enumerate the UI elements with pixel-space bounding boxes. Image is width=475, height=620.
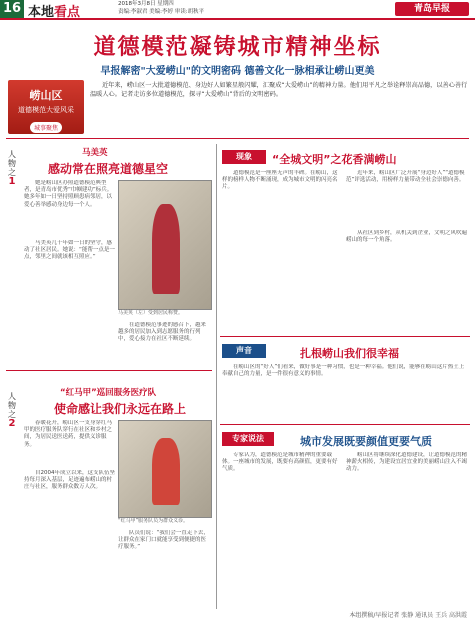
column1-title: “全城文明”之花香满崂山 — [272, 153, 397, 166]
column3-title: 城市发展既要颜值更要气质 — [300, 435, 432, 448]
section-highlight: 看点 — [54, 5, 81, 20]
article2-body2: 自2004年成立以来，这支队伍坚持每月深入基层，足迹遍布崂山的村庄与社区，服务群众数万人次。 — [24, 470, 115, 491]
divider — [6, 370, 212, 371]
article1-body1: 她是崂山区办照道德模范典型者，是青岛市优秀“巾帼建功”标兵。她多年如一日坚持照顾患病邻居，以爱心善举感动身边每一个人。 — [24, 180, 113, 208]
article1-body3: 在道德模范事迹的感召下，越来越多的居民加入到志愿服务的行列中，爱心接力在社区不断延续。 — [118, 322, 207, 343]
editors-line: 责编:李淑君 美编:李婷 审读:胡秋平 — [118, 8, 205, 15]
column3-tag: 专家说法 — [222, 432, 274, 446]
divider — [220, 424, 470, 425]
column2-title: 扎根崂山我们很幸福 — [300, 347, 399, 360]
article1-photo-caption: 马美英（左）受到居民称赞。 — [118, 310, 184, 316]
article2-photo — [118, 420, 212, 518]
newspaper-logo: 青岛早报 — [395, 2, 469, 16]
column3-body1: 专家认为，道德模范是城市精神的重要载体。一座城市的发展，既要有高颜值，更要有好气质。 — [222, 452, 338, 473]
banner-subtitle: 道德模范大爱风采 — [18, 106, 74, 114]
header-meta — [118, 1, 204, 16]
article2-body3: 队员们说：“我们会一直走下去，让群众在家门口就能享受到便捷的医疗服务。” — [118, 530, 209, 551]
article1-label: 人物之 1 — [8, 150, 16, 187]
banner-tag: 城事聚焦 — [30, 122, 62, 133]
article2-title-quote: “红马甲”巡回服务医疗队 — [60, 388, 157, 398]
article1-number: 1 — [8, 176, 16, 187]
column-divider — [216, 144, 217, 609]
lead-paragraph: 近年来，崂山区一大批道德模范、身边好人如繁星般闪耀，汇聚成“大爱崂山”的精神力量。他们用平凡之举诠释崇高品德，以善心善行温暖人心。记者走访多位道德模范，探寻“大爱崂山”背后的文明密码。 — [90, 82, 468, 98]
column3-body2: 崂山区将继续深化道德建设，让道德模范的精神薪火相传，为建设宜居宜业的美丽崂山注入不竭动力。 — [346, 452, 468, 473]
article2-title: 使命感让我们永远在路上 — [53, 402, 186, 416]
article1-person: 马美英 — [82, 148, 108, 158]
article1-photo — [118, 180, 212, 310]
article2-body1: 春暖花开，崂山区一支身穿红马甲的医疗服务队穿行在社区和乡村之间，为居民送医送药，提供义诊服务。 — [24, 420, 113, 448]
column1-body2: 近年来，崂山区广泛开展“身边好人”“道德模范”评选活动，用榜样力量带动全社会崇德向善。 — [346, 170, 465, 184]
column1-body1: 道德模范是一座座无声的丰碑。在崂山，这样的榜样人物不断涌现，成为城市文明的闪亮名片。 — [222, 170, 338, 191]
article2-number: 2 — [8, 418, 16, 429]
column2-body: 在崂山区的“好人”们看来，做好事是一种习惯，也是一种幸福。他们说，能够在崂山这片热土上奉献自己的力量，是一件很有意义的事情。 — [222, 364, 465, 378]
section-banner — [8, 80, 84, 134]
article1-title: 感动常在照亮道德星空 — [47, 162, 168, 176]
section-name: 本地看点 — [28, 5, 81, 20]
divider — [220, 336, 470, 337]
sub-headline: 早报解密"大爱崂山"的文明密码 德善文化一脉相承让崂山更美 — [100, 66, 375, 77]
main-headline: 道德模范凝铸城市精神坐标 — [93, 35, 382, 60]
column2-tag: 声音 — [222, 344, 266, 358]
article2-photo-caption: “红马甲”服务队员为群众义诊。 — [118, 518, 189, 524]
page-header — [0, 0, 475, 20]
article2-label: 人物之 2 — [8, 392, 16, 429]
divider — [6, 138, 469, 139]
page-footer: 本组撰稿/早报记者 张静 通讯员 王兵 高洪霞 — [349, 612, 467, 619]
column1-tag: 现象 — [222, 150, 266, 164]
banner-title: 崂山区 — [29, 89, 63, 102]
page-number: 16 — [0, 0, 24, 18]
article1-body2: 马美英几十年如一日的坚守，感动了社区居民。她说：“能帮一点是一点，邻里之间就该相互照应。” — [24, 240, 115, 261]
column1-body3: 从社区到乡村，从机关到企业，文明之风吹遍崂山的每一个角落。 — [346, 230, 468, 244]
issue-date: 2018年3月8日 星期四 — [118, 1, 174, 7]
